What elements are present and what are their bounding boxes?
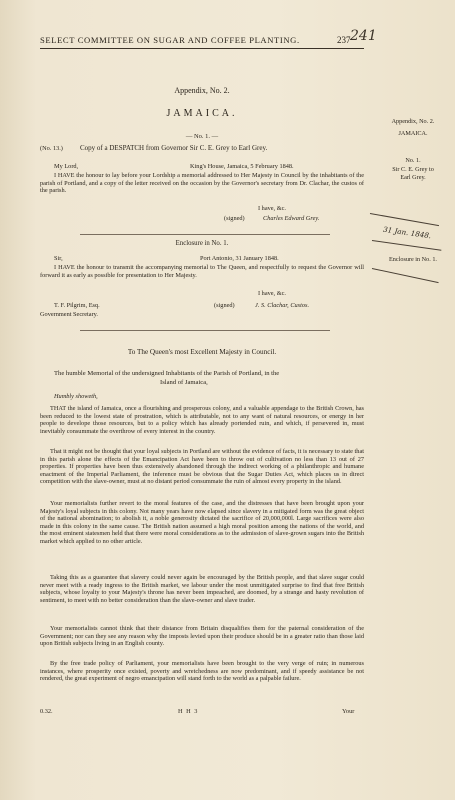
margin-ink-stroke-3 — [372, 268, 439, 283]
section-divider — [80, 234, 330, 235]
despatch-signature: Charles Edward Grey. — [263, 215, 320, 222]
despatch-closing: I have, &c. — [258, 205, 286, 212]
handwritten-page-number: 241 — [350, 28, 377, 44]
despatch-body: I HAVE the honour to lay before your Lordship a memorial addressed to Her Majesty in Council by the inhabitants of the parish of Portland, and a copy of the letter received on the occasion by the Governor's secretary from Dr. Clachar, the custos of the parish. — [40, 172, 364, 195]
margin-country: JAMAICA. — [398, 130, 428, 137]
memorial-intro-line1: The humble Memorial of the undersigned Inhabitants of the Parish of Portland, in the — [54, 370, 280, 377]
memorial-paragraph-5: Your memorialists cannot think that their distance from Britain disqualifies them for the paternal consideration of the Government; nor can they see any reason why the imposts levied upon their produce should be in a greater ratio than those laid upon British subjects living in an English county. — [40, 625, 364, 648]
margin-handwritten-date: 31 Jan. 1848. — [382, 224, 432, 241]
memorial-paragraph-6: By the free trade policy of Parliament, your memorialists have been brought to the very verge of ruin; in numerous instances, where prosperity once existed, poverty and wretchedness are now predominant, and if speedy assistance be not rendered, the great experiment of negro emancipation will stand forth to the world as a palpable failure. — [40, 660, 364, 683]
enclosure-body: I HAVE the honour to transmit the accompanying memorial to The Queen, and respectfully to request the Governor will forward it as early as possible for presentation to Her Majesty. — [40, 264, 364, 279]
page-number: 237 — [337, 35, 351, 45]
running-title: SELECT COMMITTEE ON SUGAR AND COFFEE PLANTING. — [40, 35, 300, 45]
header-rule — [40, 48, 364, 49]
despatch-salutation: My Lord, — [54, 163, 79, 170]
memorial-paragraph-3: Your memorialists further revert to the moral features of the case, and the distresses that have been brought upon your Majesty's loyal subjects in this colony. Not many years have now elapsed since slavery in a mitigated form was the great object of the national abomination; to abolish it, a noble generosity dictated the sacrifice of 20,000,000l. Large sacrifices were also made in this colony in the same cause. The British nation assumed a high moral position among the nations of the world, and the most eminent statesmen held that there were moral considerations as to the admission of slave-grown sugars into the British market which applied to no other article. — [40, 500, 364, 545]
enclosure-signed-label: (signed) — [214, 302, 235, 309]
despatch-ref: (No. 13.) — [40, 145, 63, 152]
memorial-to-line: To The Queen's most Excellent Majesty in Council. — [127, 348, 277, 356]
memorial-paragraph-1: THAT the island of Jamaica, once a flourishing and prosperous colony, and a valuable appendage to the British Crown, has been reduced to the lowest state of prostration, which is attributable, not to any want of natural resources, or energy in her people to develope those resources, but to a policy which has already portended ruin, and which, if persevered in, must inevitably consummate the overthrow of every interest in the country. — [40, 405, 364, 435]
margin-grey-line2: Earl Grey. — [400, 174, 426, 181]
despatch-place-date: King's House, Jamaica, 5 February 1848. — [190, 163, 294, 170]
margin-grey-line1: Sir C. E. Grey to — [392, 166, 434, 173]
margin-ink-stroke-1 — [370, 213, 439, 226]
enclosure-signature: J. S. Clachar, Custos. — [255, 302, 310, 309]
enclosure-addressee-title: Government Secretary. — [40, 311, 98, 318]
enclosure-place-date: Port Antonio, 31 January 1848. — [200, 255, 279, 262]
enclosure-closing: I have, &c. — [258, 290, 286, 297]
section-divider-2 — [80, 330, 330, 331]
memorial-showeth: Humbly showeth, — [54, 393, 98, 400]
margin-ink-stroke-2 — [372, 240, 441, 251]
margin-enclosure: Enclosure in No. 1. — [389, 256, 437, 263]
despatch-signed-label: (signed) — [224, 215, 245, 222]
despatch-heading: Copy of a DESPATCH from Governor Sir C. E. Grey to Earl Grey. — [80, 144, 268, 152]
margin-appendix: Appendix, No. 2. — [391, 118, 435, 125]
country-heading: JAMAICA. — [166, 108, 238, 119]
margin-no1: No. 1. — [405, 157, 421, 164]
memorial-paragraph-2: That it might not be thought that your loyal subjects in Portland are without the evidence of facts, it is necessary to state that in this parish alone the effects of the Emancipation Act have been to throw out of cultivation no less than 13 out of 27 properties. If properties have been thus extensively abandoned through the indirect working of a philanthropic and humane enactment of the Imperial Parliament, the inference must be obvious that the Sugar Duties Act, which places us in direct competition with the slave-owner, must at no distant period consummate the ruin of almost every property in the island. — [40, 448, 364, 486]
enclosure-title: Enclosure in No. 1. — [175, 240, 229, 247]
footer-left: 0.32. — [40, 708, 53, 715]
memorial-paragraph-4: Taking this as a guarantee that slavery could never again be encouraged by the British people, and that slave sugar could never meet with a ready ingress to the British market, we labour under the most unmitigated surprise to find that free British subjects, whose loyalty to your Majesty's throne has never been impeached, are doomed, by a strange and hasty revolution of sentiment, to meet with no better consideration than the slave-owner and slave trader. — [40, 574, 364, 604]
memorial-intro-line2: Island of Jamaica, — [160, 379, 208, 386]
enclosure-addressee-name: T. F. Pilgrim, Esq. — [54, 302, 100, 309]
footer-catchword: Your — [342, 708, 355, 715]
section-number: — No. 1. — — [185, 133, 219, 140]
footer-signature-mark: H H 3 — [178, 708, 199, 715]
appendix-title: Appendix, No. 2. — [174, 86, 230, 95]
enclosure-salutation: Sir, — [54, 255, 63, 262]
